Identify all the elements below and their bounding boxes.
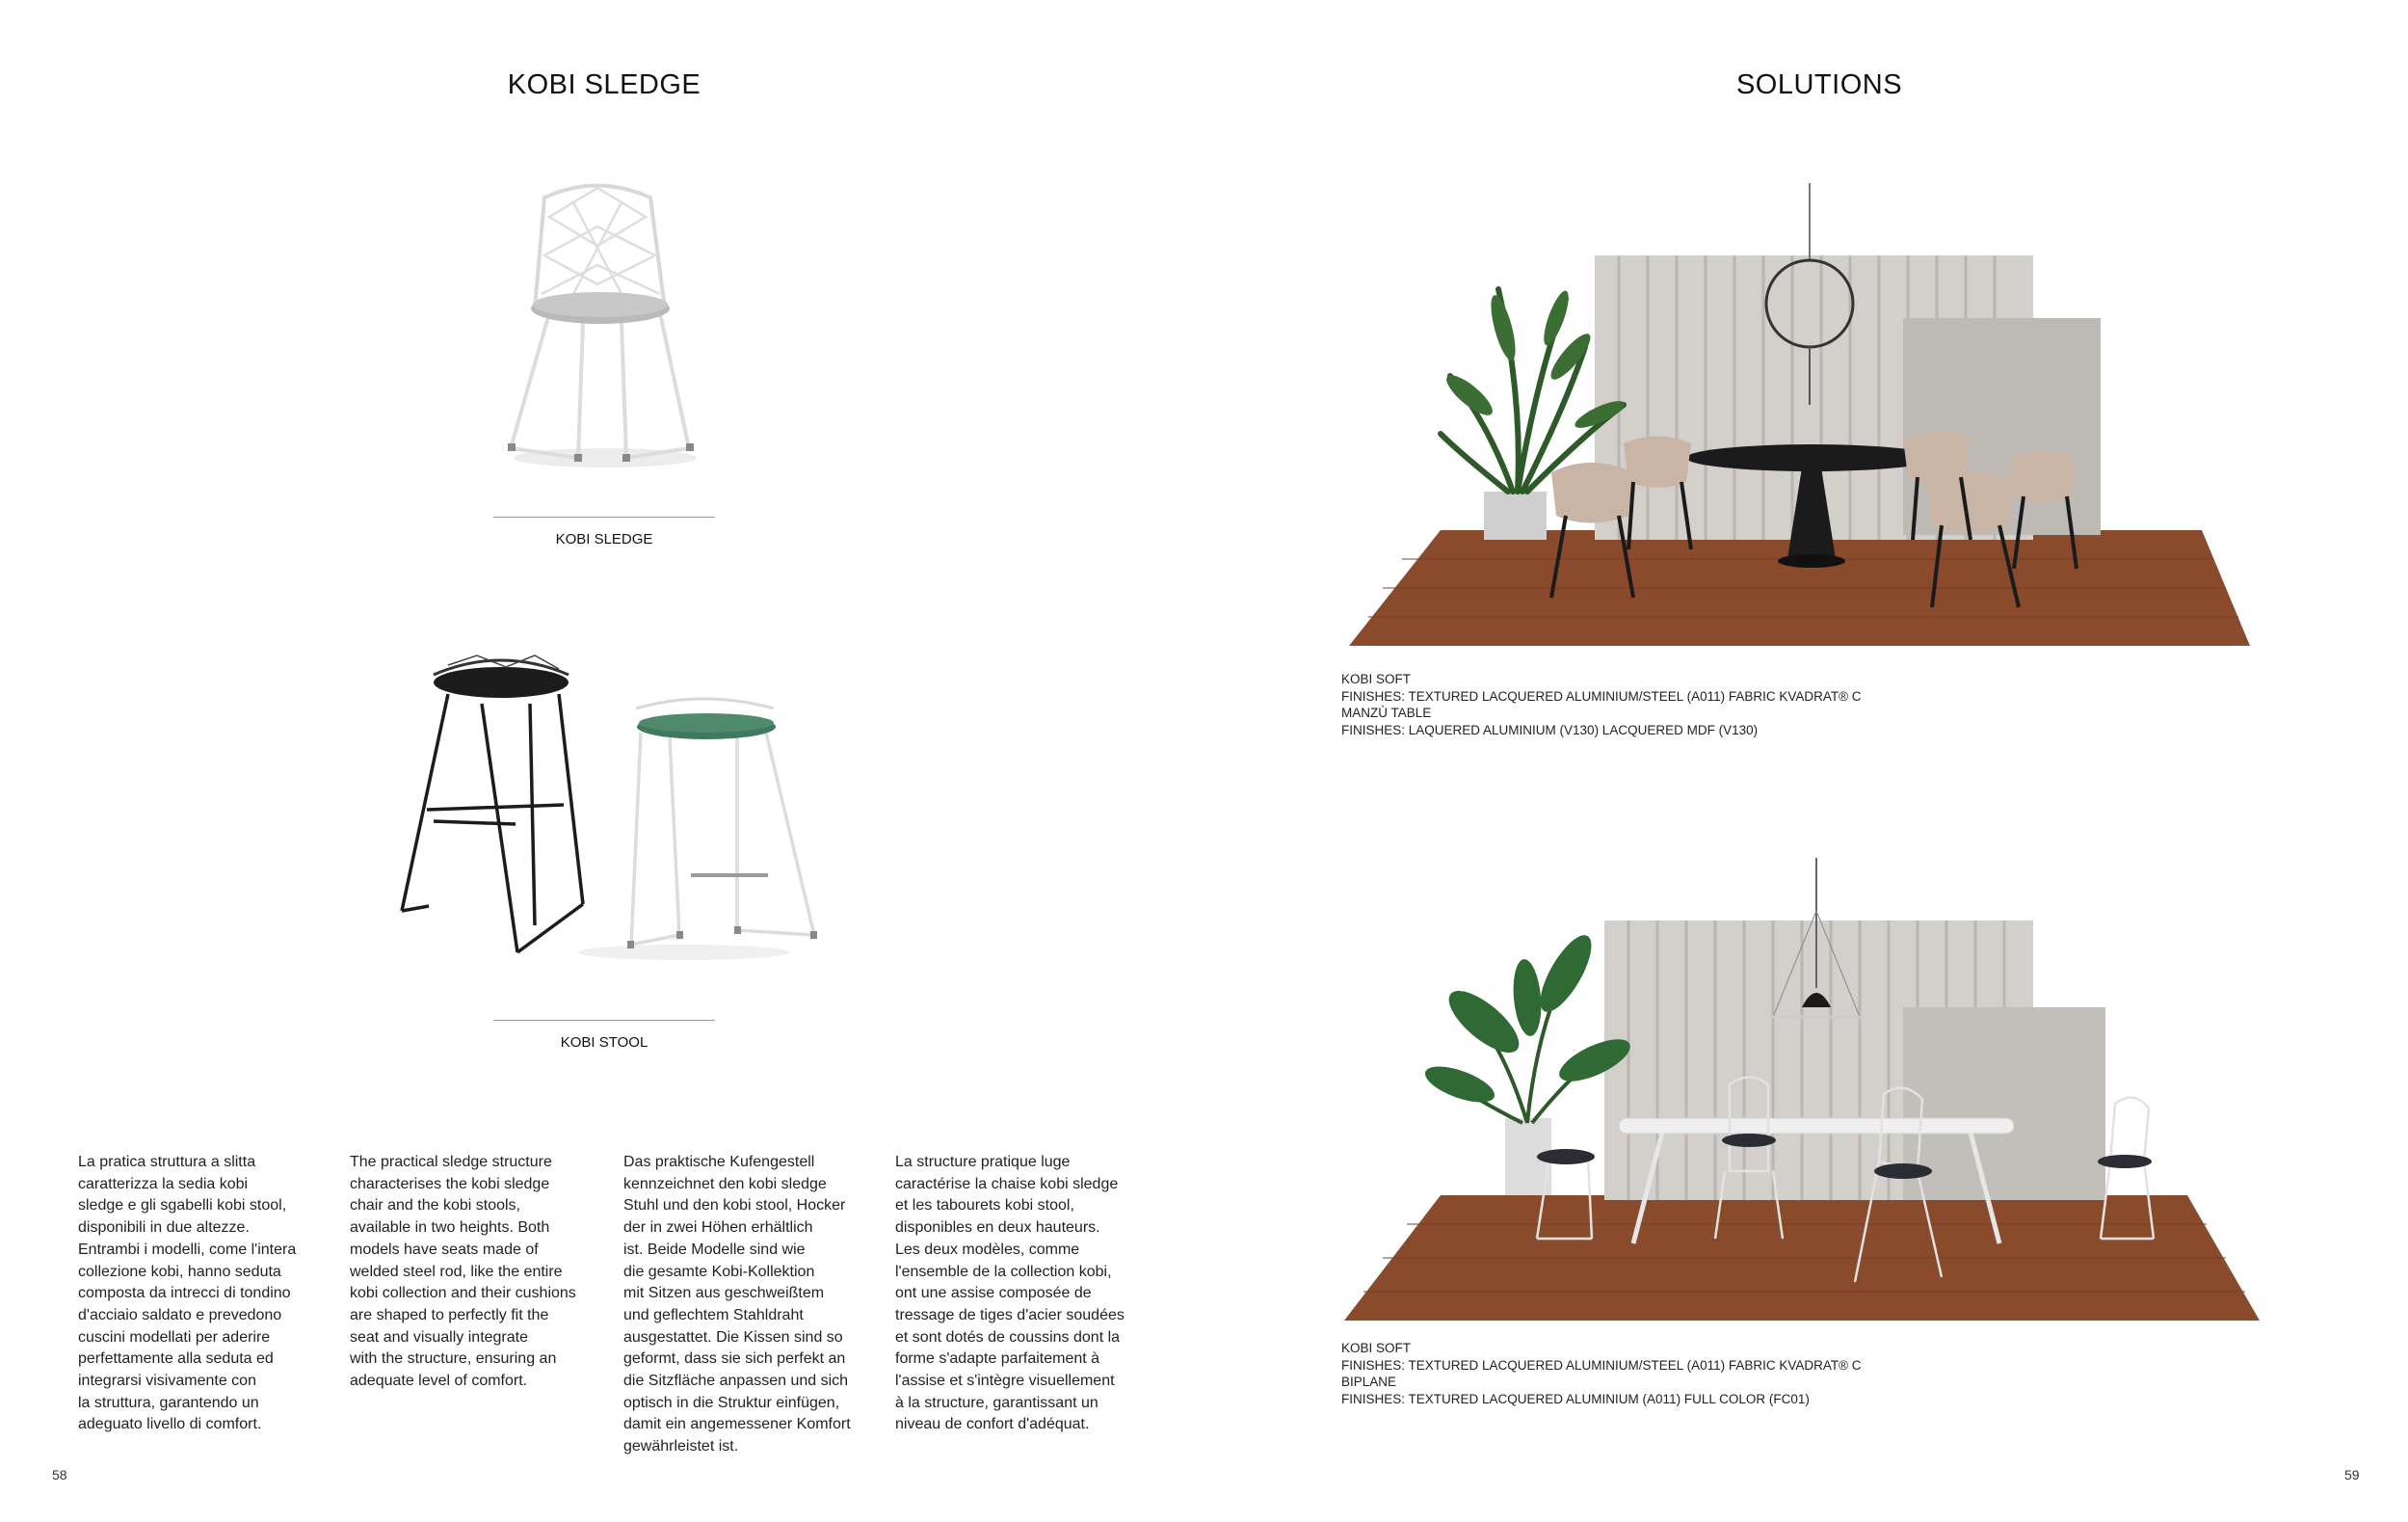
divider — [493, 1020, 715, 1021]
text-line: adequate level of comfort. — [350, 1373, 528, 1390]
text-line: die gesamte Kobi-Kollektion — [623, 1263, 815, 1280]
text-line: kobi collection and their cushions — [350, 1285, 576, 1302]
finish-line: FINISHES: TEXTURED LACQUERED ALUMINIUM (A011) FULL COLOR (FC01) — [1341, 1391, 1810, 1406]
finish-line: BIPLANE — [1341, 1375, 1397, 1389]
page-number: 59 — [2344, 1467, 2360, 1482]
page-number: 58 — [52, 1467, 67, 1482]
text-line: disponibili in due altezze. — [78, 1219, 250, 1237]
text-line: La structure pratique luge — [895, 1154, 1071, 1170]
kobi-stool-image — [390, 646, 824, 964]
text-line: d'acciaio saldato e prevedono — [78, 1306, 282, 1323]
text-line: l'assise et s'intègre visuellement — [895, 1373, 1115, 1390]
text-line: Das praktische Kufengestell — [623, 1154, 815, 1170]
text-line: characterises the kobi sledge — [350, 1175, 550, 1192]
text-line: perfettamente alla seduta ed — [78, 1350, 274, 1368]
kobi-sledge-chair-image — [491, 178, 713, 477]
text-line: ausgestattet. Die Kissen sind so — [623, 1328, 843, 1346]
divider — [493, 517, 715, 518]
text-line: damit ein angemessener Komfort — [623, 1416, 851, 1433]
text-line: composta da intrecci di tondino — [78, 1285, 291, 1302]
text-line: La pratica struttura a slitta — [78, 1154, 256, 1170]
dining-scene-image — [1344, 183, 2260, 655]
right-page-title: SOLUTIONS — [1735, 69, 1903, 100]
text-line: collezione kobi, hanno seduta — [78, 1263, 281, 1280]
text-line: available in two heights. Both — [350, 1219, 550, 1237]
finish-line: MANZÙ TABLE — [1341, 706, 1432, 720]
text-line: Les deux modèles, comme — [895, 1241, 1080, 1258]
text-line: welded steel rod, like the entire — [350, 1263, 563, 1280]
text-line: ont une assise composée de — [895, 1285, 1092, 1302]
text-line: et les tabourets kobi stool, — [895, 1197, 1074, 1215]
text-line: forme s'adapte parfaitement à — [895, 1350, 1100, 1368]
text-line: und geflechtem Stahldraht — [623, 1306, 804, 1323]
text-line: cuscini modellati per aderire — [78, 1328, 271, 1346]
text-line: sledge e gli sgabelli kobi stool, — [78, 1197, 287, 1215]
text-line: caratterizza la sedia kobi — [78, 1175, 249, 1192]
text-line: l'ensemble de la collection kobi, — [895, 1263, 1112, 1280]
text-line: Stuhl und den kobi stool, Hocker — [623, 1197, 846, 1215]
scene-finish-caption — [1341, 1340, 1862, 1407]
product-caption: KOBI SLEDGE — [555, 531, 653, 547]
text-line: la struttura, garantendo un — [78, 1394, 259, 1411]
finish-line: KOBI SOFT — [1341, 1341, 1412, 1355]
finish-line: FINISHES: TEXTURED LACQUERED ALUMINIUM/STEEL (A011) FABRIC KVADRAT® C — [1341, 688, 1862, 704]
finish-line: KOBI SOFT — [1341, 672, 1412, 686]
text-line: integrarsi visivamente con — [78, 1373, 256, 1390]
text-line: chair and the kobi stools, — [350, 1197, 520, 1215]
product-caption: KOBI STOOL — [560, 1034, 648, 1051]
text-line: kennzeichnet den kobi sledge — [623, 1175, 827, 1192]
text-line: with the structure, ensuring an — [350, 1350, 557, 1368]
text-line: à la structure, garantissant un — [895, 1394, 1098, 1411]
text-column-english — [350, 1152, 610, 1393]
finish-line: FINISHES: LAQUERED ALUMINIUM (V130) LACQUERED MDF (V130) — [1341, 722, 1759, 737]
text-line: seat and visually integrate — [350, 1328, 528, 1346]
text-column-french — [895, 1152, 1155, 1436]
text-line: adeguato livello di comfort. — [78, 1416, 262, 1433]
text-line: geformt, dass sie sich perfekt an — [623, 1350, 846, 1368]
text-line: die Sitzfläche anpassen und sich — [623, 1373, 849, 1390]
text-line: models have seats made of — [350, 1241, 539, 1258]
text-line: are shaped to perfectly fit the — [350, 1306, 549, 1323]
text-line: niveau de confort d'adéquat. — [895, 1416, 1090, 1433]
text-column-german — [623, 1152, 884, 1458]
text-line: disponibles en deux hauteurs. — [895, 1219, 1100, 1237]
text-column-italian — [78, 1152, 338, 1436]
left-page-title: KOBI SLEDGE — [507, 69, 701, 100]
text-line: ist. Beide Modelle sind wie — [623, 1241, 806, 1258]
text-line: Entrambi i modelli, come l'intera — [78, 1241, 297, 1258]
finish-line: FINISHES: TEXTURED LACQUERED ALUMINIUM/STEEL (A011) FABRIC KVADRAT® C — [1341, 1357, 1862, 1373]
scene-finish-caption — [1341, 671, 1862, 738]
text-line: optisch in die Struktur einfügen, — [623, 1394, 840, 1411]
text-line: et sont dotés de coussins dont la — [895, 1328, 1121, 1346]
text-line: der in zwei Höhen erhältlich — [623, 1219, 813, 1237]
text-line: The practical sledge structure — [350, 1154, 552, 1170]
text-line: mit Sitzen aus geschweißtem — [623, 1285, 825, 1302]
text-line: caractérise la chaise kobi sledge — [895, 1175, 1119, 1192]
text-line: gewährleistet ist. — [623, 1438, 739, 1455]
meeting-scene-image — [1339, 853, 2264, 1325]
text-line: tressage de tiges d'acier soudées — [895, 1306, 1125, 1323]
